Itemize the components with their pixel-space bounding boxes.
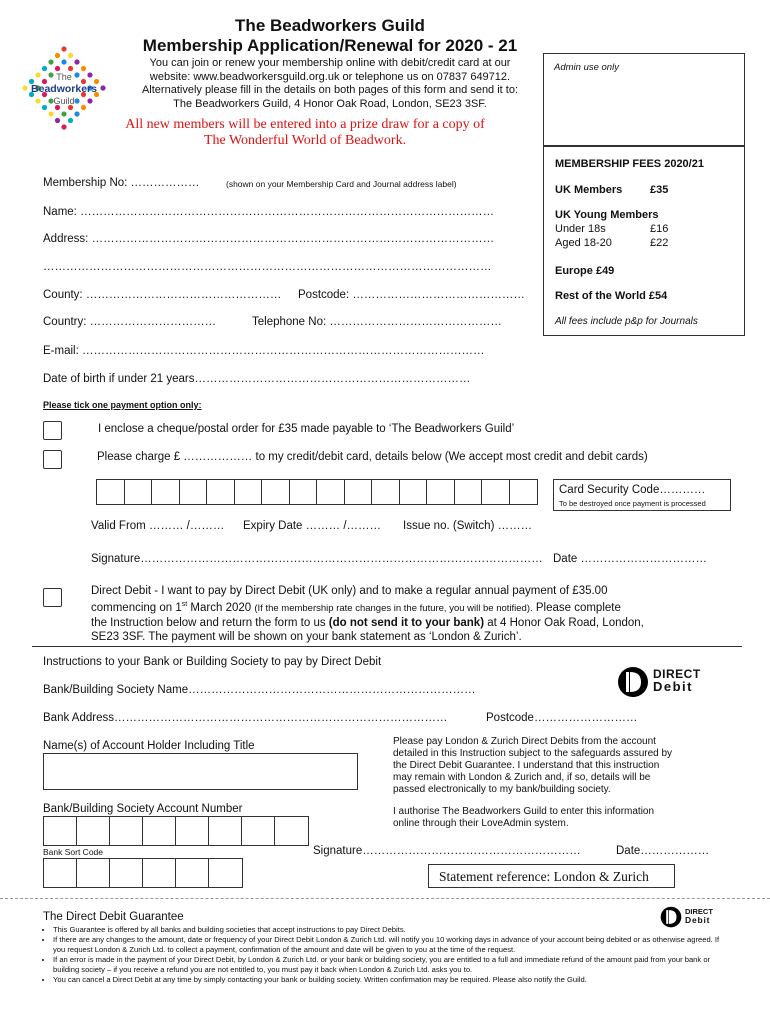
dob-field[interactable]: Date of birth if under 21 years………………………………………………………………: [43, 373, 471, 385]
bead-icon: [74, 111, 79, 116]
bank-date-field[interactable]: Date………………: [616, 845, 710, 857]
sort-code-cell[interactable]: [176, 859, 209, 887]
dd-instruction-text: [393, 736, 733, 830]
cheque-option-label: I enclose a cheque/postal order for £35 made payable to ‘The Beadworkers Guild’: [98, 423, 515, 435]
fees-title: MEMBERSHIP FEES 2020/21: [555, 158, 704, 170]
account-number-cell[interactable]: [143, 817, 176, 845]
dd-bold: (do not send it to your bank): [328, 616, 485, 629]
account-number-cell[interactable]: [44, 817, 77, 845]
account-number-cell[interactable]: [176, 817, 209, 845]
card-date-field[interactable]: Date ……………………………: [553, 553, 707, 565]
security-code-note: To be destroyed once payment is processed: [559, 499, 706, 508]
payment-heading: Please tick one payment option only:: [43, 400, 202, 410]
membership-no-field[interactable]: Membership No: ………………: [43, 177, 200, 189]
logo-line2: Beadworkers: [31, 83, 97, 95]
card-number-cell[interactable]: [180, 480, 208, 504]
fee-europe: Europe £49: [555, 265, 615, 277]
valid-from-field[interactable]: Valid From ……… /………: [91, 520, 225, 532]
instruction-line: Please pay London & Zurich Direct Debits from the account: [393, 736, 656, 747]
address-line2-field[interactable]: ………………………………………………………………………………………………………: [43, 261, 492, 273]
sort-code-cell[interactable]: [77, 859, 110, 887]
card-number-cell[interactable]: [345, 480, 373, 504]
card-number-cell[interactable]: [482, 480, 510, 504]
bead-icon: [55, 53, 60, 58]
address-field[interactable]: Address: ……………………………………………………………………………………………: [43, 233, 495, 245]
guarantee-title: The Direct Debit Guarantee: [43, 911, 184, 923]
dd-text: Please complete: [532, 601, 621, 614]
instruction-line: the Direct Debit Guarantee. I understand that this instruction: [393, 760, 660, 771]
bead-icon: [55, 118, 60, 123]
bank-instructions-heading: Instructions to your Bank or Building Society to pay by Direct Debit: [43, 656, 382, 668]
card-number-cell[interactable]: [152, 480, 180, 504]
dd-logo-line2: Debit: [653, 679, 693, 694]
cheque-checkbox[interactable]: [43, 421, 62, 440]
admin-label: Admin use only: [554, 62, 619, 73]
dd-text: at 4 Honor Oak Road, London,: [484, 616, 644, 629]
name-field[interactable]: Name: ………………………………………………………………………………………………: [43, 206, 495, 218]
intro-line: You can join or renew your membership online with debit/credit card at our: [149, 57, 511, 69]
security-code-box[interactable]: [553, 479, 731, 511]
fees-note: All fees include p&p for Journals: [555, 316, 698, 327]
guarantee-logo-line2: Debit: [685, 915, 711, 925]
card-number-cell[interactable]: [317, 480, 345, 504]
card-number-cell[interactable]: [235, 480, 263, 504]
bead-icon: [61, 59, 66, 64]
card-number-cell[interactable]: [125, 480, 153, 504]
card-number-cell[interactable]: [207, 480, 235, 504]
bead-icon: [48, 59, 53, 64]
bead-icon: [68, 118, 73, 123]
account-number-cell[interactable]: [110, 817, 143, 845]
dd-text: the Instruction below and return the form to us: [91, 616, 329, 629]
card-number-cell[interactable]: [290, 480, 318, 504]
title-line2: Membership Application/Renewal for 2020 - 21: [142, 36, 518, 55]
fee-aged18-20: Aged 18-20: [555, 237, 612, 249]
title-line1: The Beadworkers Guild: [235, 16, 425, 35]
dd-logo-line1: DIRECT: [653, 667, 701, 681]
bead-icon: [61, 46, 66, 51]
card-number-input[interactable]: [96, 479, 538, 505]
prize-line: All new members will be entered into a prize draw for a copy of: [125, 117, 485, 132]
card-number-cell[interactable]: [400, 480, 428, 504]
cut-line: [0, 898, 770, 899]
intro-line: website: www.beadworkersguild.org.uk or telephone us on 07837 649712.: [149, 70, 511, 83]
fee-under18-price: £16: [650, 223, 669, 235]
bank-name-field[interactable]: Bank/Building Society Name…………………………………………………………………: [43, 684, 476, 696]
postcode-field[interactable]: Postcode: ………………………………………: [298, 289, 525, 301]
account-number-cell[interactable]: [242, 817, 275, 845]
bead-icon: [48, 111, 53, 116]
direct-debit-option-text: [91, 584, 741, 644]
section-divider: [32, 646, 742, 647]
card-number-cell[interactable]: [97, 480, 125, 504]
card-signature-field[interactable]: Signature……………………………………………………………………………………………: [91, 553, 543, 565]
telephone-field[interactable]: Telephone No: ………………………………………: [252, 316, 502, 328]
membership-no-note: (shown on your Membership Card and Journal address label): [226, 179, 457, 189]
bead-icon: [74, 59, 79, 64]
instruction-line: I authorise The Beadworkers Guild to enter this information: [393, 806, 655, 817]
bead-icon: [61, 124, 66, 129]
sort-code-cell[interactable]: [209, 859, 242, 887]
dd-line: Direct Debit - I want to pay by Direct Debit (UK only) and to make a regular annual payment of £35.00: [91, 585, 608, 597]
bead-icon: [61, 111, 66, 116]
expiry-field[interactable]: Expiry Date ……… /………: [243, 520, 382, 532]
account-holder-label: Name(s) of Account Holder Including Title: [43, 740, 255, 752]
direct-debit-logo: [617, 666, 723, 698]
fee-rest-of-world: Rest of the World £54: [555, 290, 668, 302]
statement-reference: Statement reference: London & Zurich: [428, 864, 675, 888]
dd-line: [91, 616, 741, 630]
fee-under18: Under 18s: [555, 223, 606, 235]
fee-uk-members: UK Members: [555, 184, 623, 196]
card-number-cell[interactable]: [262, 480, 290, 504]
fee-aged18-20-price: £22: [650, 237, 669, 249]
bank-address-field[interactable]: Bank Address……………………………………………………………………………: [43, 712, 448, 724]
direct-debit-checkbox[interactable]: [43, 588, 62, 607]
guarantee-list: [43, 925, 723, 985]
sort-code-cell[interactable]: [143, 859, 176, 887]
instruction-line: online through their LoveAdmin system.: [393, 818, 569, 829]
sort-code-input[interactable]: [43, 858, 243, 888]
fees-divider: [543, 145, 744, 146]
prize-draw-note: [95, 117, 515, 149]
country-field[interactable]: Country: ……………………………: [43, 316, 217, 328]
email-field[interactable]: E-mail: ……………………………………………………………………………………………: [43, 345, 485, 357]
account-number-cell[interactable]: [275, 817, 308, 845]
card-number-cell[interactable]: [455, 480, 483, 504]
instruction-line: may remain with London & Zurich and, if so, details will be: [393, 772, 651, 783]
card-option-label: Please charge £ ……………… to my credit/debit card, details below (We accept most credit and debit cards): [97, 451, 648, 463]
county-field[interactable]: County: ……………………………………………: [43, 289, 282, 301]
logo-line1: The: [56, 72, 72, 82]
dd-line: SE23 3SF. The payment will be shown on your bank statement as ‘London & Zurich’.: [91, 630, 522, 643]
instruction-line: detailed in this Instruction subject to the safeguards assured by: [393, 748, 673, 759]
bank-signature-field[interactable]: Signature…………………………………………………: [313, 845, 581, 857]
guarantee-item: • If an error is made in the payment of your Direct Debit, by London & Zurich Ltd. or your bank or building society, you are entitled to a full and immediate refund of the amount paid from your bank or building society – if you receive a refund you are not entitled to, you must pay it back when London & Zurich Ltd. asks you to.: [53, 955, 723, 975]
admin-box: [543, 53, 745, 147]
instruction-line: passed electronically to my bank/building society.: [393, 784, 611, 795]
account-holder-input[interactable]: [43, 753, 358, 790]
intro-text: [110, 57, 550, 111]
card-number-cell[interactable]: [427, 480, 455, 504]
intro-line: The Beadworkers Guild, 4 Honor Oak Road, London, SE23 3SF.: [173, 97, 487, 110]
bank-postcode-field[interactable]: Postcode………………………: [486, 712, 638, 724]
dd-line: [91, 598, 741, 616]
guarantee-item: • If there are any changes to the amount, date or frequency of your Direct Debit London & Zurich Ltd. will notify you 10 working days in advance of your account being debited or as otherwise agreed. If you request London & Zurich Ltd. to collect a payment, confirmation of the amount and date will be given to you at the time of the request.: [53, 935, 723, 955]
account-number-label: Bank/Building Society Account Number: [43, 803, 243, 815]
card-number-cell[interactable]: [510, 480, 538, 504]
account-number-cell[interactable]: [77, 817, 110, 845]
issue-no-field[interactable]: Issue no. (Switch) ………: [403, 520, 533, 532]
dd-text: March 2020: [187, 601, 255, 614]
intro-line: Alternatively please fill in the details on both pages of this form and send it to:: [141, 84, 519, 96]
dd-sup: st: [181, 601, 188, 608]
logo-line3: Guild: [53, 96, 75, 106]
account-number-cell[interactable]: [209, 817, 242, 845]
card-checkbox[interactable]: [43, 450, 62, 469]
account-number-input[interactable]: [43, 816, 309, 846]
sort-code-cell[interactable]: [44, 859, 77, 887]
guarantee-item: • This Guarantee is offered by all banks and building societies that accept instructions to pay Direct Debits.: [53, 925, 723, 935]
security-code-label: Card Security Code…………: [559, 484, 706, 496]
guarantee-item: • You can cancel a Direct Debit at any time by simply contacting your bank or building society. Written confirmation may be required. Please also notify the Guild.: [53, 975, 723, 985]
card-number-cell[interactable]: [372, 480, 400, 504]
guarantee-logo-line1: DIRECT: [685, 907, 713, 916]
fee-uk-members-price: £35: [650, 184, 669, 196]
dd-text: commencing on 1: [91, 601, 182, 614]
sort-code-label: Bank Sort Code: [43, 847, 104, 857]
sort-code-cell[interactable]: [110, 859, 143, 887]
fee-young-title: UK Young Members: [555, 209, 659, 221]
page-title: [110, 16, 550, 56]
bead-icon: [68, 53, 73, 58]
prize-line: The Wonderful World of Beadwork.: [203, 133, 407, 148]
direct-debit-icon: [617, 666, 649, 698]
dd-small: (If the membership rate changes in the future, you will be notified).: [254, 602, 533, 614]
